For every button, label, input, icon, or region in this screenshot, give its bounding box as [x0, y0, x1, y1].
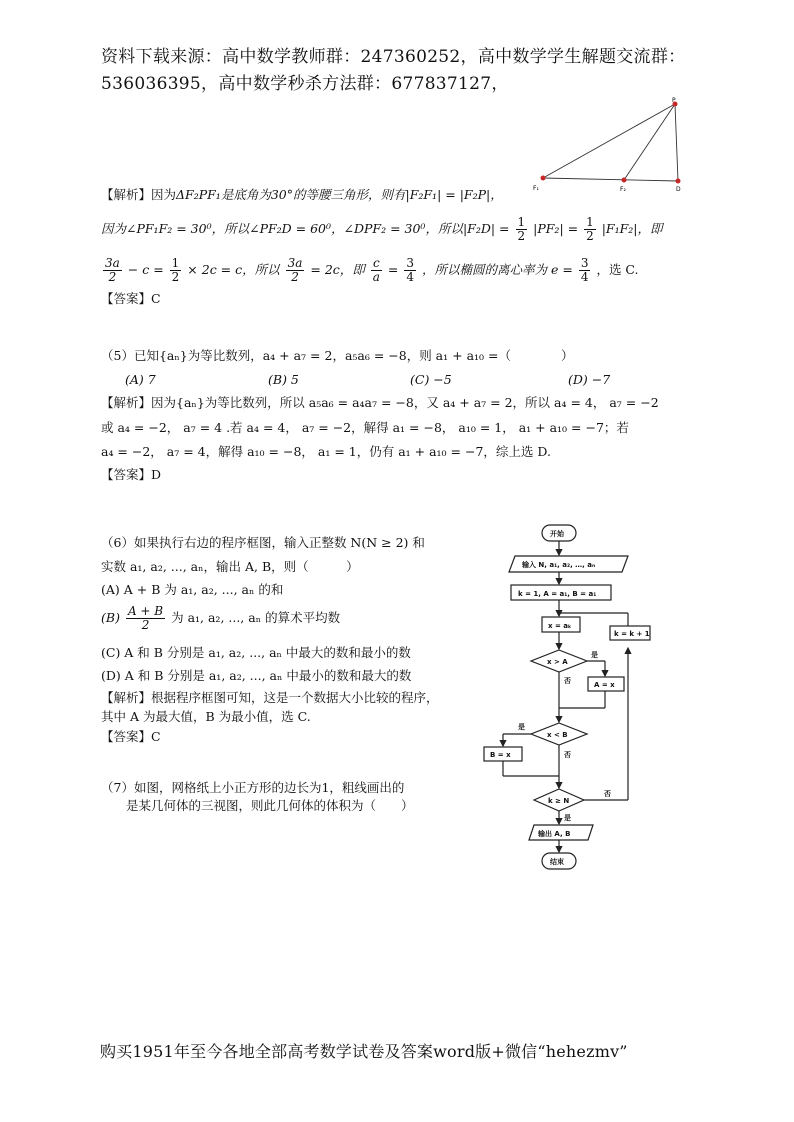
flow-set-b-label: B = x	[490, 751, 511, 759]
q4-analysis-line2	[101, 216, 663, 243]
footer-note: 购买1951年至今各地全部高考数学试卷及答案word版+微信“hehezmv”	[100, 1042, 628, 1061]
flow-yes-3: 是	[564, 814, 571, 822]
q6-option-a: (A) A + B 为 a₁, a₂, ..., aₙ 的和	[101, 582, 284, 597]
fraction-half-3: $\frac{1}{2}$	[171, 256, 180, 284]
q4-answer: 【答案】C	[101, 291, 161, 306]
header-line-2: 536036395，高中数学秒杀方法群：677837127，	[101, 74, 509, 94]
q5-analysis-2: 或 a₄ = −2， a₇ = 4 .若 a₄ = 4， a₇ = −2，解得 a₁ = −8， a₁₀ = 1， a₁ + a₁₀ = −7；若	[101, 420, 629, 435]
q6-analysis-1: 【解析】根据程序框图可知，这是一个数据大小比较的程序，	[101, 690, 439, 705]
q4-l1c: |F₂F₁| = |F₂P|，	[405, 187, 503, 202]
q4-l1a: 【解析】因为	[101, 187, 177, 202]
q4-l2a: 因为∠PF₁F₂ = 30⁰，所以∠PF₂D = 60⁰，∠DPF₂ = 30⁰，所以|F₂D| =	[101, 221, 510, 236]
label-f2: F₂	[620, 186, 626, 193]
flow-cond2-label: x < B	[547, 731, 568, 739]
q4-l2c: |F₁F₂|，即	[601, 221, 663, 236]
fraction-c-a: $\frac{c}{a}$	[372, 256, 380, 284]
q5-analysis-3: a₄ = −2， a₇ = 4，解得 a₁₀ = −8， a₁ = 1，仍有 a₁ + a₁₀ = −7，综上选 D.	[101, 444, 551, 459]
flow-start-label: 开始	[550, 530, 564, 538]
fraction-3a-2: $\frac{3a}{2}$	[105, 256, 120, 284]
label-p: P	[672, 97, 676, 104]
q4-analysis-line3	[101, 257, 639, 284]
q4-l3d: =	[387, 262, 399, 277]
fraction-half-2: $\frac{1}{2}$	[586, 215, 594, 243]
q4-l3a: − c =	[127, 262, 164, 277]
q4-l3f: ，选 C.	[596, 262, 639, 277]
flow-cond1-label: x > A	[547, 658, 568, 666]
flow-incr-label: k = k + 1	[614, 630, 650, 638]
q4-l1b: ΔF₂PF₁是底角为30°的等腰三角形，则有	[176, 187, 406, 202]
q5-stem: （5）已知{aₙ}为等比数列，a₄ + a₇ = 2，a₅a₆ = −8，则 a₁ + a₁₀ =（ ）	[101, 348, 574, 363]
flow-no-1: 否	[564, 677, 571, 685]
header-line-1: 资料下载来源：高中数学教师群：247360252，高中数学学生解题交流群：	[101, 47, 686, 67]
q6-option-c: (C) A 和 B 分别是 a₁, a₂, ..., aₙ 中最大的数和最小的数	[101, 645, 411, 660]
flow-end-label: 结束	[550, 858, 564, 866]
q5-option-d: (D) −7	[568, 372, 611, 387]
triangle-figure	[528, 96, 698, 194]
flow-no-2: 否	[564, 751, 571, 759]
q4-analysis-line1	[101, 188, 503, 202]
q5-analysis-1: 【解析】因为{aₙ}为等比数列，所以 a₅a₆ = a₄a₇ = −8，又 a₄ + a₇ = 2，所以 a₄ = 4， a₇ = −2	[101, 395, 659, 410]
q6-stem-1: （6）如果执行右边的程序框图，输入正整数 N(N ≥ 2) 和	[101, 535, 425, 550]
q5-option-b: (B) 5	[268, 372, 299, 387]
q6-analysis-2: 其中 A 为最大值，B 为最小值，选 C.	[101, 709, 311, 724]
q5-option-c: (C) −5	[410, 372, 452, 387]
q6-answer: 【答案】C	[101, 729, 161, 744]
q6-option-d: (D) A 和 B 分别是 a₁, a₂, ..., aₙ 中最小的数和最大的数	[101, 668, 412, 683]
flow-yes-2: 是	[518, 723, 525, 731]
flow-set-a-label: A = x	[594, 681, 615, 689]
fraction-3a-2b: $\frac{3a}{2}$	[287, 256, 303, 284]
q4-l3b: × 2c = c，所以	[187, 262, 280, 277]
flow-assign-label: x = aₖ	[548, 622, 572, 630]
flowchart	[478, 520, 674, 876]
q6-option-b: (B) $\frac{A + B}{2}$ 为 a₁, a₂, ..., aₙ 的算术平均数	[101, 604, 341, 632]
q4-l3c: = 2c，即	[310, 262, 365, 277]
fraction-a-plus-b: $\frac{A + B}{2}$	[127, 604, 164, 632]
q7-line-1: （7）如图，网格纸上小正方形的边长为1，粗线画出的	[101, 780, 405, 795]
q4-l3e: ，所以椭圆的离心率为 e =	[422, 262, 573, 277]
fraction-half-1: $\frac{1}{2}$	[517, 215, 526, 243]
q6-stem-2: 实数 a₁, a₂, ..., aₙ，输出 A, B，则（ ）	[101, 559, 359, 574]
flow-output-label: 输出 A, B	[538, 830, 571, 838]
q7-line-2: 是某几何体的三视图，则此几何体的体积为（ ）	[126, 798, 414, 813]
q5-answer: 【答案】D	[101, 467, 162, 482]
flow-yes-1: 是	[591, 651, 598, 659]
label-f1: F₁	[533, 185, 539, 192]
fraction-3-4b: $\frac{3}{4}$	[580, 256, 589, 284]
flow-no-3: 否	[604, 790, 611, 798]
flow-init-label: k = 1, A = a₁, B = a₁	[518, 590, 597, 598]
fraction-3-4a: $\frac{3}{4}$	[406, 256, 415, 284]
label-d: D	[676, 186, 681, 193]
q5-option-a: (A) 7	[125, 372, 156, 387]
q4-l2b: |PF₂| =	[533, 221, 579, 236]
flow-cond3-label: k ≥ N	[548, 797, 570, 805]
flow-input-label: 输入 N, a₁, a₂, …, aₙ	[522, 561, 596, 569]
